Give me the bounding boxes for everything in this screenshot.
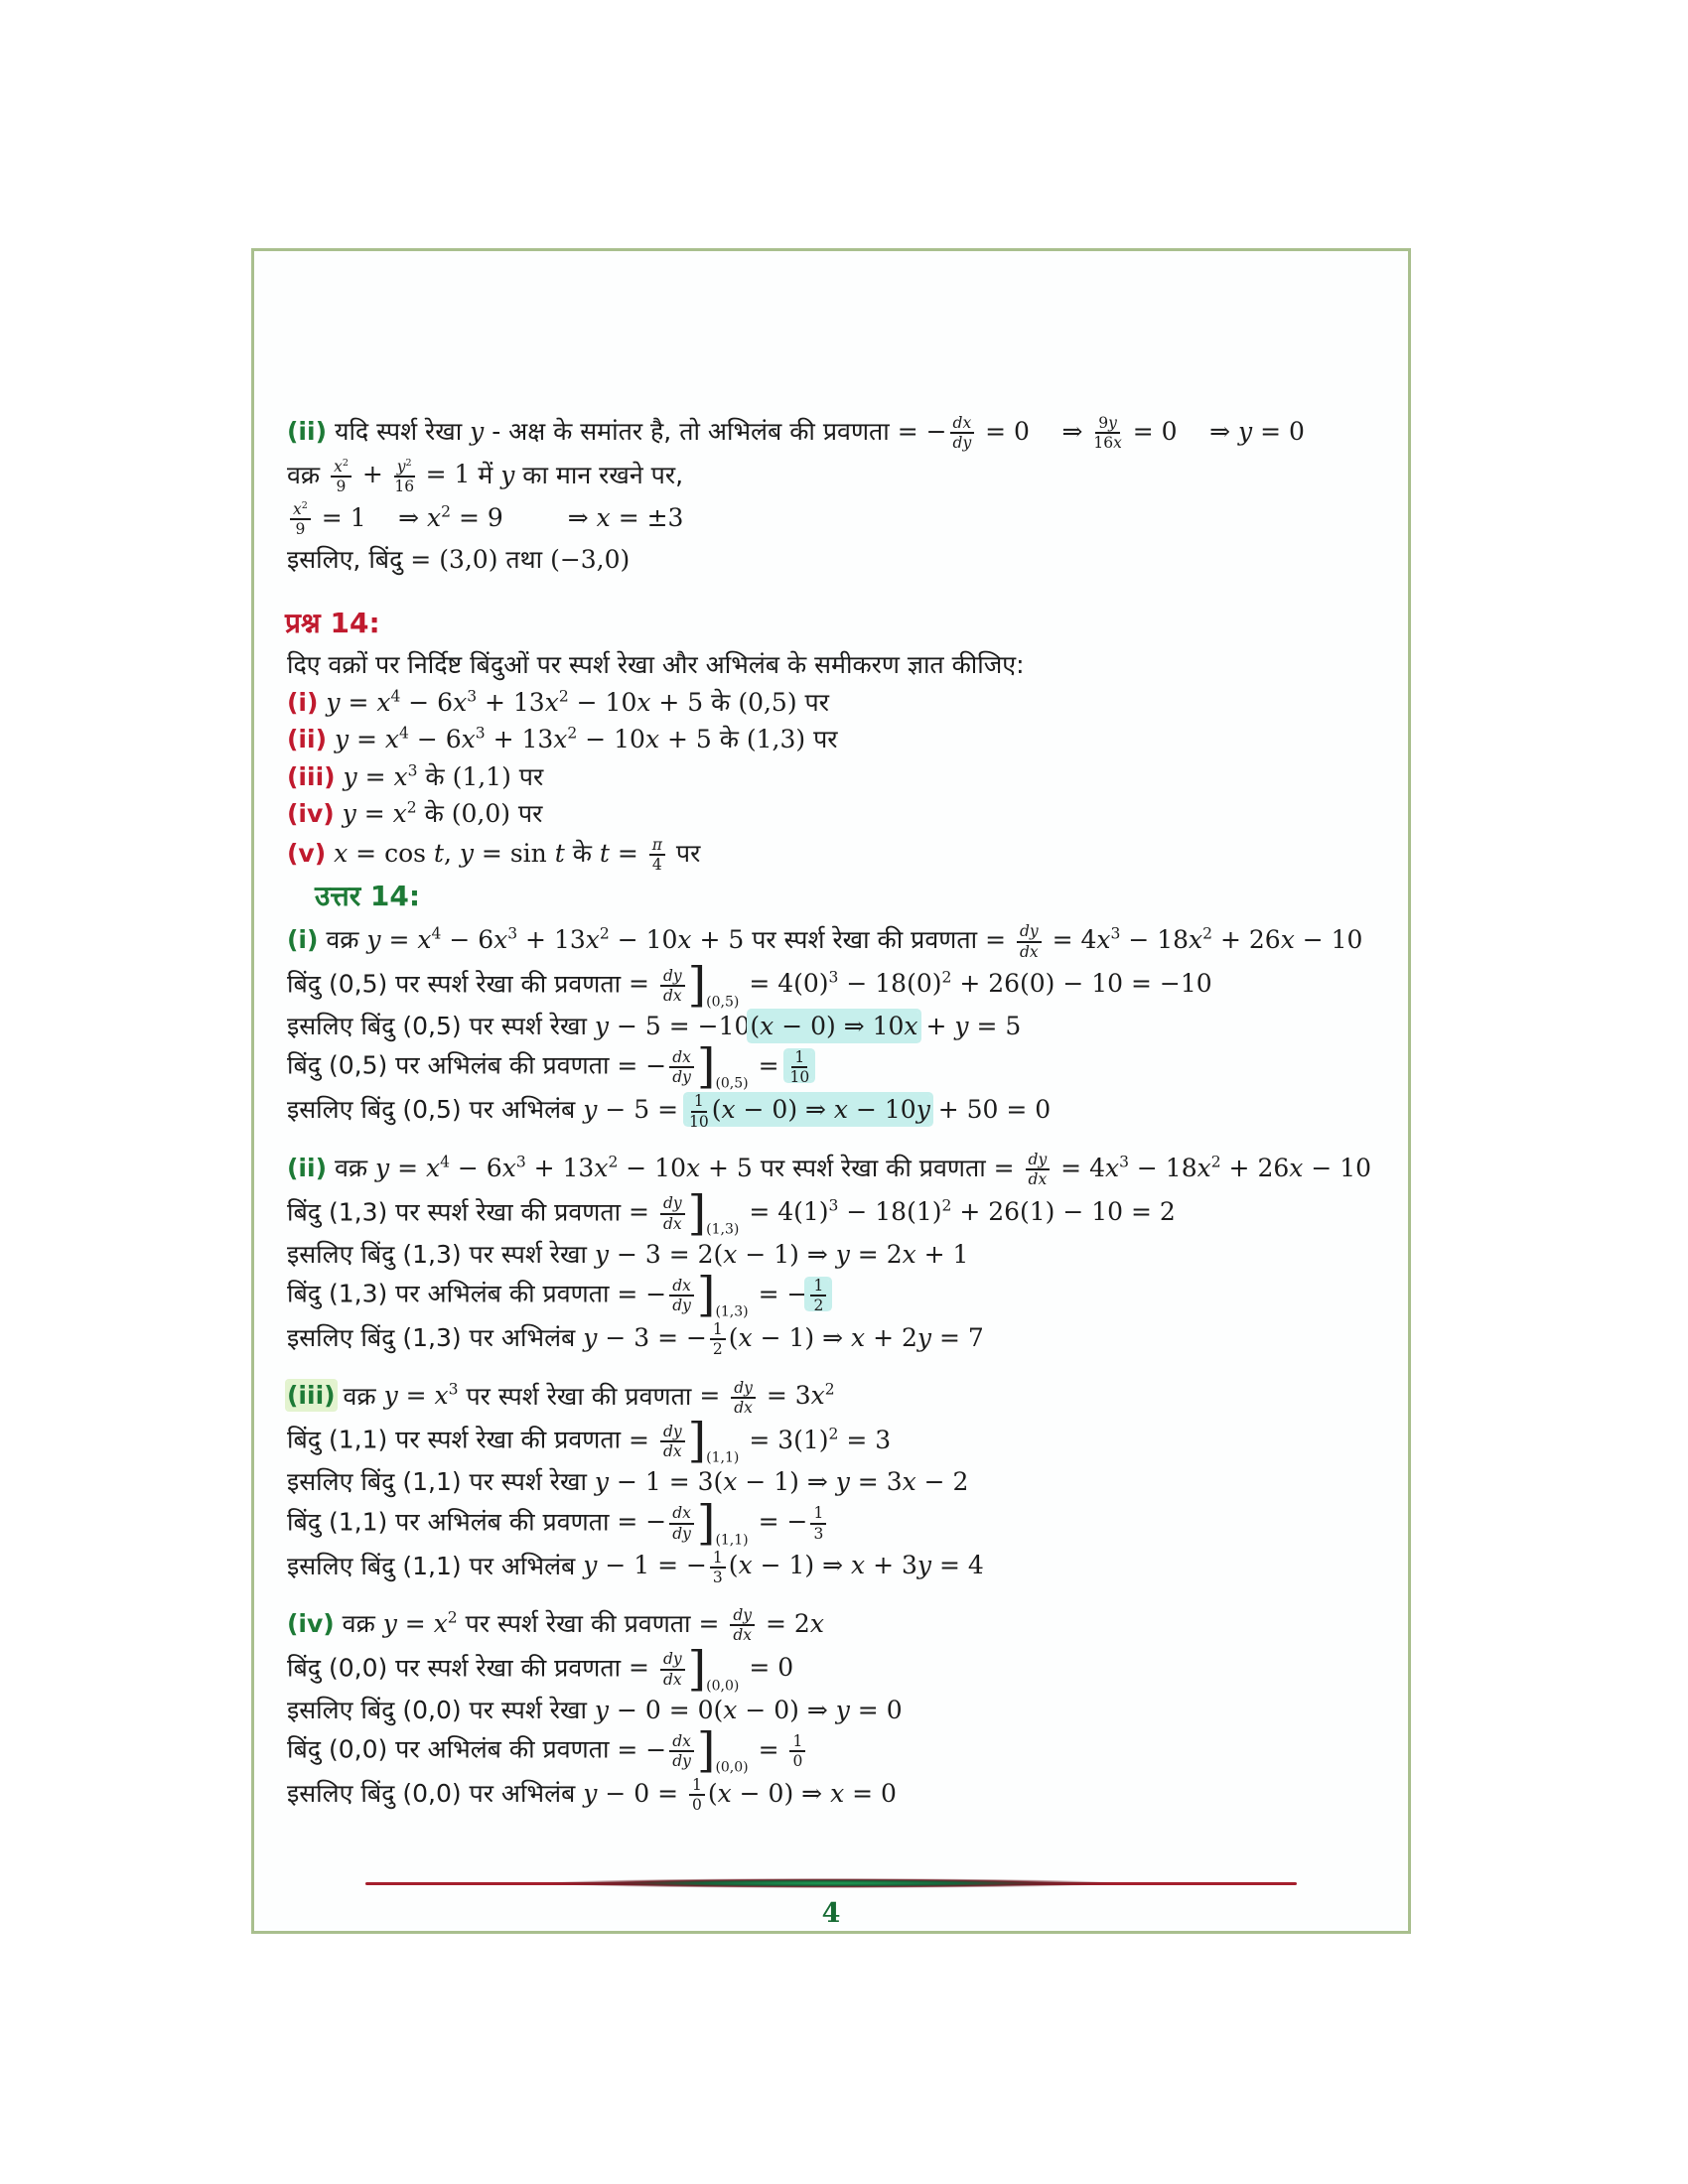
- text-line: बिंदु (1,1) पर स्पर्श रेखा की प्रवणता = $\frac{dy}{dx}$ ] (1,1) = $3(1)^2 = 3$: [287, 1414, 892, 1469]
- text-line: बिंदु (1,1) पर अभिलंब की प्रवणता = − $\frac{dx}{dy}$ ] (1,1) = − $\frac{1}{3}$: [287, 1505, 1390, 1543]
- text-line: (i) वक्र $y = x^4 - 6x^3 + 13x^2 - 10x + 5$ पर स्पर्श रेखा की प्रवणता = $\frac{dy}{dx}$ = $4x^3 - 18x^2 + 26x - 10$: [287, 922, 1363, 961]
- text-line: (i) $y = x^4 - 6x^3 + 13x^2 - 10x + 5$ के (0,5) पर: [287, 687, 829, 717]
- document-sheet: [251, 248, 1411, 1934]
- text-line: (iv) वक्र $y = x^2$ पर स्पर्श रेखा की प्रवणता = $\frac{dy}{dx}$ = 2x: [287, 1606, 824, 1645]
- heading-line-red: प्रश्न 14:: [285, 607, 380, 640]
- text-line: इसलिए बिंदु (1,1) पर स्पर्श रेखा y − 1 = 3(x − 1) ⇒ y = 3x − 2: [287, 1467, 969, 1497]
- text-line: बिंदु (0,0) पर अभिलंब की प्रवणता = − $\frac{dx}{dy}$ ] (0,0) = $\frac{1}{0}$: [287, 1732, 1390, 1770]
- document-content: [287, 415, 1390, 1821]
- text-line: वक्र $\frac{x^2}{9}$ + $\frac{y^2}{16}$ = 1 में y का मान रखने पर,: [287, 457, 684, 495]
- text-line: (iv) $y = x^2$ के (0,0) पर: [287, 798, 543, 829]
- text-line: दिए वक्रों पर निर्दिष्ट बिंदुओं पर स्पर्श रेखा और अभिलंब के समीकरण ज्ञात कीजिए:: [287, 650, 1025, 680]
- text-line: इसलिए बिंदु (1,1) पर अभिलंब y − 1 = − $\frac{1}{3}$ (x − 1) ⇒ x + 3y = 4: [287, 1548, 984, 1586]
- heading-line-green: उत्तर 14:: [315, 880, 421, 913]
- text-line: बिंदु (0,5) पर अभिलंब की प्रवणता = − $\frac{dx}{dy}$ ] (0,5) = $\frac{1}{10}$: [287, 1048, 1390, 1086]
- text-line: बिंदु (0,0) पर स्पर्श रेखा की प्रवणता = $\frac{dy}{dx}$ ] (0,0) = 0: [287, 1641, 794, 1697]
- text-line: इसलिए बिंदु (0,5) पर अभिलंब y − 5 = $\frac{1}{10}$ (x − 0) ⇒ x − 10y + 50 = 0: [287, 1092, 1052, 1131]
- divider-lens-icon: [542, 1878, 1120, 1888]
- text-line: इसलिए बिंदु (1,3) पर स्पर्श रेखा y − 3 = 2(x − 1) ⇒ y = 2x + 1: [287, 1239, 969, 1269]
- text-line: इसलिए, बिंदु = (3,0) तथा (−3,0): [287, 544, 631, 574]
- text-line: बिंदु (1,3) पर स्पर्श रेखा की प्रवणता = $\frac{dy}{dx}$ ] (1,3) = $4(1)^3 - 18(1)^2 + 26(1) - 10 = 2$: [287, 1185, 1176, 1241]
- text-line: इसलिए बिंदु (1,3) पर अभिलंब y − 3 = − $\frac{1}{2}$ (x − 1) ⇒ x + 2y = 7: [287, 1320, 984, 1359]
- text-line: (iii) $y = x^3$ के (1,1) पर: [287, 761, 544, 791]
- text-line: (ii) वक्र $y = x^4 - 6x^3 + 13x^2 - 10x + 5$ पर स्पर्श रेखा की प्रवणता = $\frac{dy}{dx}$ = $4x^3 - 18x^2 + 26x - 10$: [287, 1151, 1372, 1189]
- text-line: (ii) यदि स्पर्श रेखा y - अक्ष के समांतर है, तो अभिलंब की प्रवणता = − $\frac{dx}{dy}$ = 0 ⇒ $\frac{9y}{16x}$ = 0 ⇒ y = 0: [287, 414, 1305, 453]
- text-line: (v) x = cos t, y = sin t के t = $\frac{\pi}{4}$ पर: [287, 835, 701, 875]
- footer-divider: [365, 1877, 1297, 1889]
- text-line: इसलिए बिंदु (0,5) पर स्पर्श रेखा y − 5 = −10(x − 0) ⇒ 10x + y = 5: [287, 1011, 1022, 1040]
- page-number: 4: [821, 1898, 841, 1929]
- text-line: इसलिए बिंदु (0,0) पर स्पर्श रेखा y − 0 = 0(x − 0) ⇒ y = 0: [287, 1695, 903, 1724]
- text-line: $\frac{x^2}{9}$ = 1 ⇒ $x^2 = 9$ ⇒ x = ±3: [287, 501, 1390, 538]
- text-line: (ii) $y = x^4 - 6x^3 + 13x^2 - 10x + 5$ के (1,3) पर: [287, 724, 838, 754]
- text-line: (iii) वक्र $y = x^3$ पर स्पर्श रेखा की प्रवणता = $\frac{dy}{dx}$ = $3x^2$: [287, 1378, 835, 1417]
- text-line: बिंदु (1,3) पर अभिलंब की प्रवणता = − $\frac{dx}{dy}$ ] (1,3) = − $\frac{1}{2}$: [287, 1277, 1390, 1314]
- text-line: बिंदु (0,5) पर स्पर्श रेखा की प्रवणता = $\frac{dy}{dx}$ ] (0,5) = $4(0)^3 - 18(0)^2 + 26(0) - 10 = -10$: [287, 957, 1212, 1013]
- text-line: इसलिए बिंदु (0,0) पर अभिलंब y − 0 = $\frac{1}{0}$ (x − 0) ⇒ x = 0: [287, 1776, 897, 1815]
